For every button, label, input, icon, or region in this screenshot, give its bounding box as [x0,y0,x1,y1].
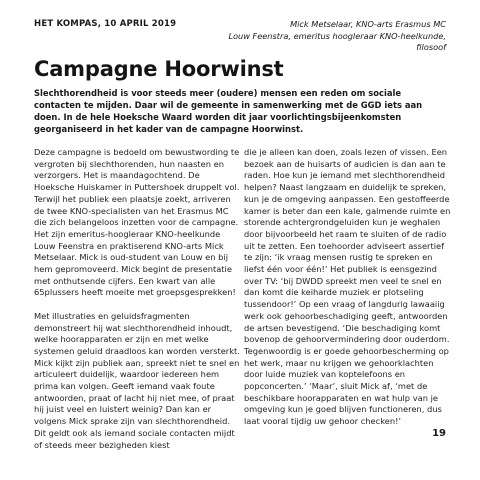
article-paragraph: die je alleen kan doen, zoals lezen of vissen. Een bezoek aan de huisarts of audicien is dan aan te raden. Hoe kun je iemand met slechthorendheid helpen? Naast langzaam en duidelijk te spreken, kun je de omgeving aanpassen. Een gestoffeerde kamer is beter dan een kale, galmende ruimte en storende achtergrondgeluiden kun je weghalen door bijvoorbeeld het raam te sluiten of de radio uit te zetten. Een toehoorder adviseert assertief te zijn: ‘ik vraag mensen rustig te spreken en liefst één voor één!’ Het publiek is eensgezind over TV: ‘bij DWDD spreekt men veel te snel en dan komt die keiharde muziek er plotseling tussendoor!’ Op een vraag of langdurig lawaaiig werk ook gehoorbeschadiging geeft, antwoorden de artsen bevestigend. ‘Die beschadiging komt bovenop de gehoorvermindering door ouderdom. Tegenwoordig is er goede gehoorbescherming op het werk, maar nu krijgen we gehoorklachten door luide muziek van koptelefoons en popconcerten.’ ‘Maar’, sluit Mick af, ‘met de beschikbare hoorapparaten en wat hulp van je omgeving kun je goed blijven functioneren, dus laat vooral tijdig uw gehoor checken!’ [244,147,451,427]
article-title: Campagne Hoorwinst [34,57,284,81]
publication-date-header: HET KOMPAS, 10 APRIL 2019 [34,19,177,29]
author-credit-line: Louw Feenstra, emeritus hoogleraar KNO-heelkunde, filosoof [228,30,446,52]
article-column-left [34,147,241,463]
article-paragraph: Met illustraties en geluidsfragmenten demonstreert hij wat slechthorendheid inhoudt, welke hoorapparaten er zijn en met welke systemen geluid draadloos kan worden versterkt. Mick kijkt zijn publiek aan, spreekt niet te snel en articuleert duidelijk, waardoor iedereen hem prima kan volgen. Geeft iemand vaak foute antwoorden, praat of lacht hij niet mee, of praat hij juist veel en luistert weinig? Dan kan er volgens Mick sprake zijn van slechthorendheid. Dit geldt ook als iemand sociale contacten mijdt of steeds meer bezigheden kiest [34,310,240,450]
article-paragraph: Deze campagne is bedoeld om bewustwording te vergroten bij slechthorenden, hun naasten en verzorgers. Het is maandagochtend. De Hoeksche Huiskamer in Puttershoek druppelt vol. Terwijl het publiek een plaatsje zoekt, arriveren de twee KNO-specialisten van het Erasmus MC die zich belangeloos inzetten voor de campagne. Het zijn emeritus-hoogleraar KNO-heelkunde Louw Feenstra en praktiserend KNO-arts Mick Metselaar. Mick is oud-student van Louw en bij hem gepromoveerd. Mick begint de presentatie met onthutsende cijfers. Een kwart van alle 65plussers heeft moeite met groepsgesprekken! [34,147,240,298]
article-column-right [244,147,451,440]
page-number: 19 [432,428,446,439]
author-credit-line: Mick Metselaar, KNO-arts Erasmus MC [290,19,446,29]
author-credits [206,19,446,54]
article-intro: Slechthorendheid is voor steeds meer (oudere) mensen een reden om sociale contacten te mijden. Daar wil de gemeente in samenwerking met de GGD iets aan doen. In de hele Hoeksche Waard worden dit jaar voorlichtingsbijeenkomsten georganiseerd in het kader van de campagne Hoorwinst. [34,88,423,134]
